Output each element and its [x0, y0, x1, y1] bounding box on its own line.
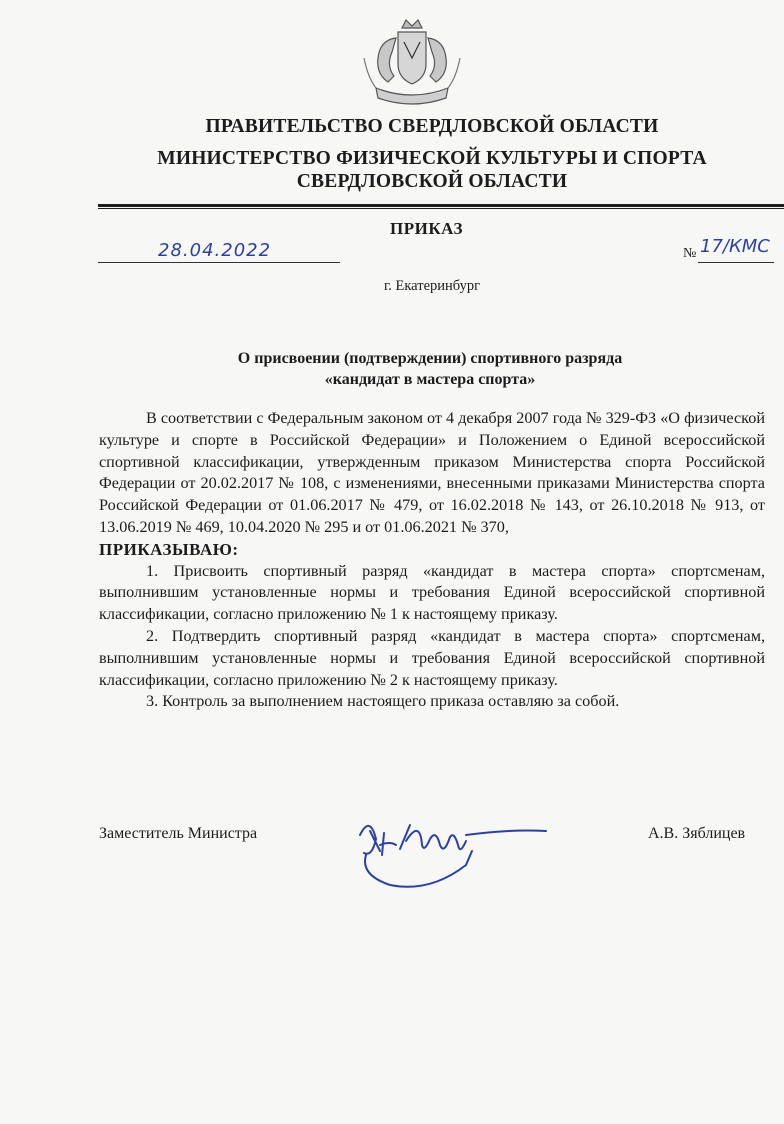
- order-item-2: 2. Подтвердить спортивный разряд «кандидат в мастера спорта» спортсменам, выполнившим установленные нормы и требования Единой всероссийской спортивной классификации, согласно приложению № 2 к настоящему приказу.: [99, 626, 765, 689]
- ministry-name-line1: МИНИСТЕРСТВО ФИЗИЧЕСКОЙ КУЛЬТУРЫ И СПОРТА: [157, 148, 707, 169]
- signatory-name: А.В. Зяблицев: [648, 825, 746, 842]
- ministry-name-line2: СВЕРДЛОВСКОЙ ОБЛАСТИ: [296, 171, 568, 192]
- ministry-name: [40, 147, 784, 193]
- preamble-paragraph: В соответствии с Федеральным законом от 4 декабря 2007 года № 329-ФЗ «О физической культуре и спорте в Российской Федерации» и Положением о Единой всероссийской спортивной классификации, утвержденным приказом Министерства спорта Российской Федерации от 20.02.2017 № 108, с изменениями, внесенными приказами Министерства спорта Российской Федерации от 01.06.2017 № 479, от 16.02.2018 № 143, от 26.10.2018 № 913, от 13.06.2019 № 469, 10.04.2020 № 295 и от 01.06.2021 № 370,: [99, 409, 765, 536]
- government-name: ПРАВИТЕЛЬСТВО СВЕРДЛОВСКОЙ ОБЛАСТИ: [205, 116, 659, 137]
- date-underline: [98, 262, 340, 263]
- order-body: [99, 408, 765, 713]
- order-number: 17/КМС: [700, 236, 770, 257]
- order-number-label: №: [683, 246, 697, 261]
- order-title: ПРИКАЗ: [390, 219, 463, 238]
- header-divider: [98, 204, 784, 207]
- order-item-1: 1. Присвоить спортивный разряд «кандидат в мастера спорта» спортсменам, выполнившим установленные нормы и требования Единой всероссийской спортивной классификации, согласно приложению № 1 к настоящему приказу.: [99, 561, 765, 624]
- order-word: ПРИКАЗЫВАЮ:: [99, 539, 239, 559]
- header-divider-thin: [98, 208, 784, 209]
- coat-of-arms-emblem: [358, 18, 466, 110]
- signatory-role: Заместитель Министра: [99, 825, 258, 842]
- order-subject: [100, 348, 760, 390]
- order-date: 28.04.2022: [158, 240, 272, 261]
- subject-line1: О присвоении (подтверждении) спортивного разряда: [237, 350, 623, 367]
- order-city: г. Екатеринбург: [383, 278, 481, 294]
- handwritten-signature: [350, 805, 550, 895]
- order-item-3: 3. Контроль за выполнением настоящего приказа оставляю за собой.: [146, 692, 620, 711]
- subject-line2: «кандидат в мастера спорта»: [324, 371, 536, 388]
- number-underline: [698, 262, 774, 263]
